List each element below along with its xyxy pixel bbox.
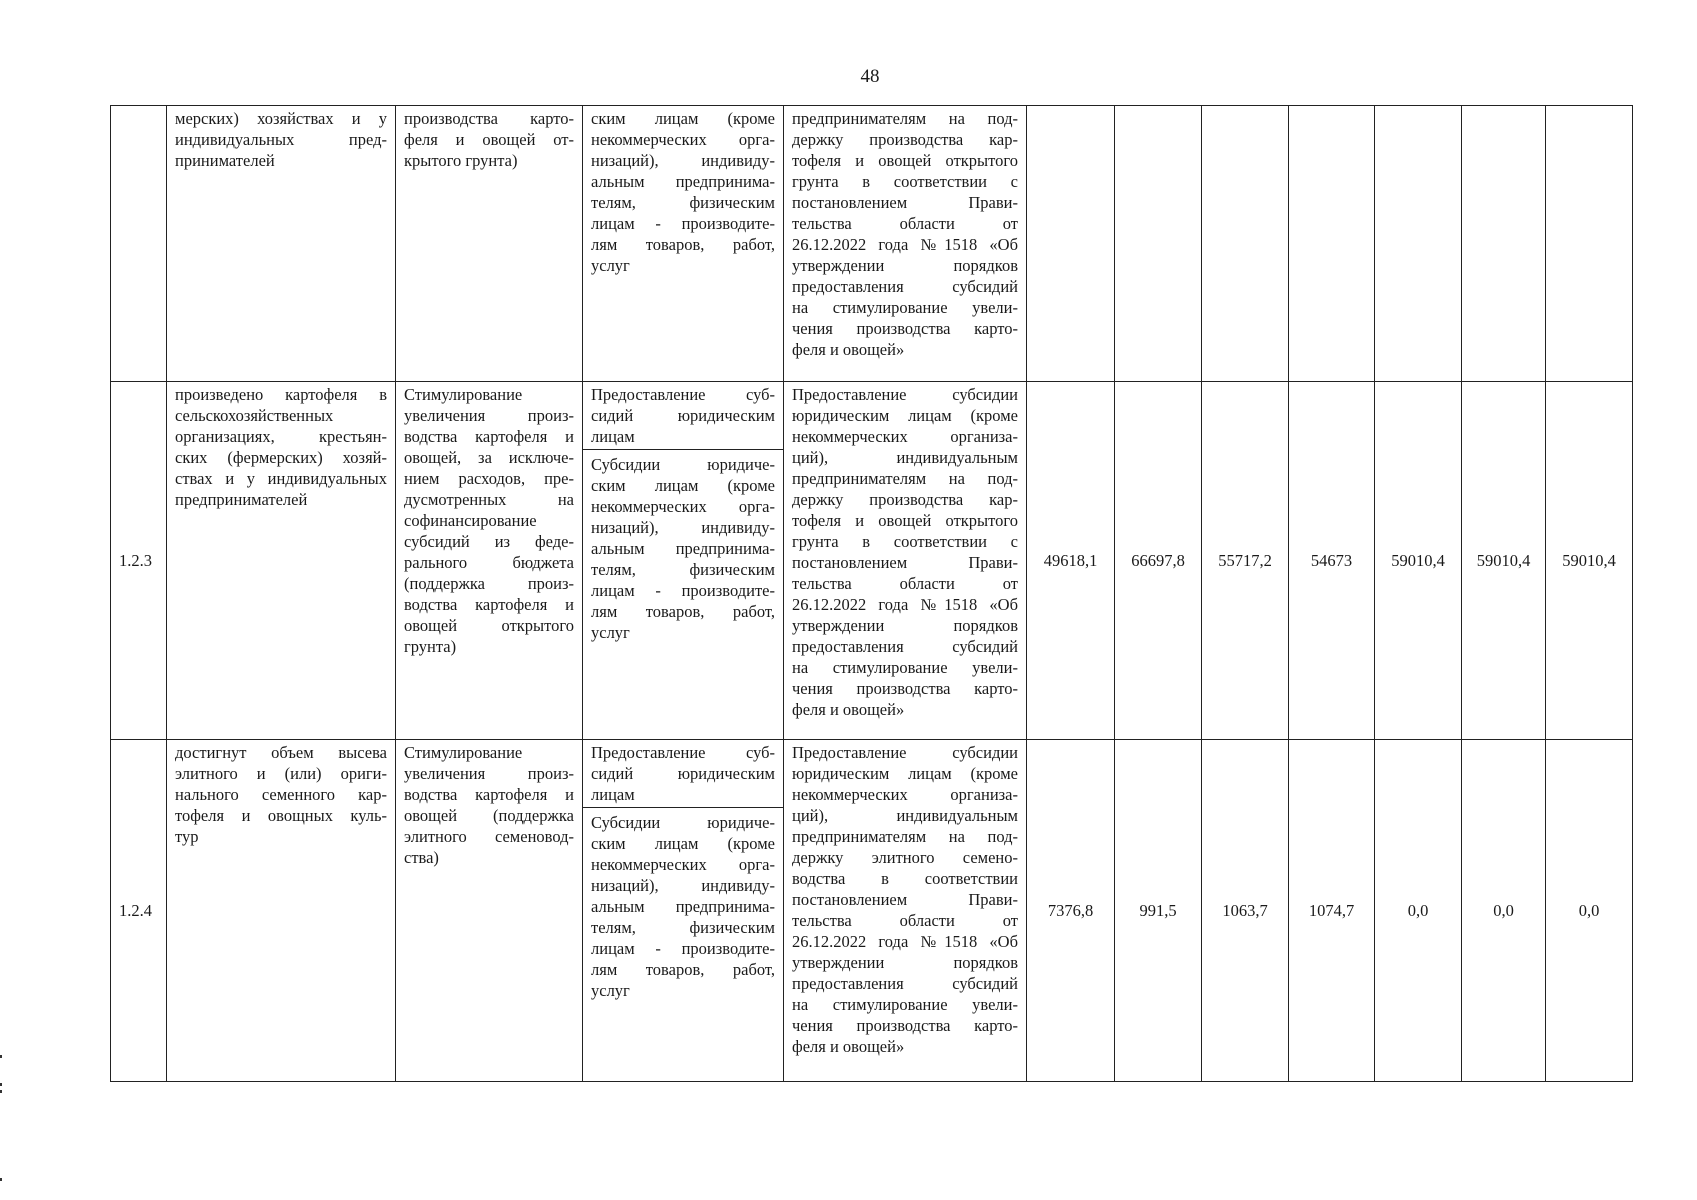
cell-line: дусмотренных на bbox=[404, 490, 574, 509]
cell-line: лицам - производите- bbox=[591, 214, 775, 233]
indicator-cell bbox=[167, 740, 396, 1082]
cell-line: некоммерческих орга- bbox=[591, 855, 775, 874]
value-cell: 0,0 bbox=[1375, 740, 1462, 1082]
cell-line: феля и овощей» bbox=[792, 700, 905, 719]
cell-line: индивидуальных пред- bbox=[175, 130, 387, 149]
margin-mark bbox=[0, 1055, 2, 1058]
cell-line: сидий юридическим bbox=[591, 764, 775, 783]
cell-line: некоммерческих организа- bbox=[792, 427, 1018, 446]
cell-line: утверждении порядков bbox=[792, 616, 1018, 635]
recipient-cell bbox=[583, 382, 784, 740]
cell-line: достигнут объем высева bbox=[175, 743, 387, 762]
cell-line: софинансирование bbox=[404, 511, 537, 530]
cell-line: альным предпринима- bbox=[591, 539, 775, 558]
cell-line: принимателей bbox=[175, 151, 275, 170]
cell-line: некоммерческих орга- bbox=[591, 130, 775, 149]
cell-line: тельства области от bbox=[792, 214, 1018, 233]
cell-line: предпринимателям на под- bbox=[792, 109, 1018, 128]
cell-line: низаций), индивиду- bbox=[591, 151, 775, 170]
cell-line: лям товаров, работ, bbox=[591, 602, 775, 621]
cell-line: услуг bbox=[591, 256, 630, 275]
legal-basis-cell bbox=[784, 740, 1027, 1082]
recipient-split bbox=[583, 742, 783, 1001]
cell-line: Стимулирование bbox=[404, 385, 523, 404]
cell-line: грунта в соответствии с bbox=[792, 172, 1018, 191]
cell-line: Субсидии юридиче- bbox=[591, 813, 775, 832]
cell-line: услуг bbox=[591, 623, 630, 642]
cell-line: 26.12.2022 года №1518 «Об bbox=[792, 932, 1018, 951]
cell-line: услуг bbox=[591, 981, 630, 1000]
cell-line: телям, физическим bbox=[591, 560, 775, 579]
cell-line: лям товаров, работ, bbox=[591, 235, 775, 254]
cell-line: произведено картофеля в bbox=[175, 385, 387, 404]
value-cell: 66697,8 bbox=[1115, 382, 1202, 740]
recipient-detail bbox=[583, 808, 783, 1001]
cell-line: низаций), индивиду- bbox=[591, 876, 775, 895]
row-index: 1.2.3 bbox=[111, 382, 167, 740]
cell-line: ствах и у индивидуальных bbox=[175, 469, 387, 488]
cell-line: чения производства карто- bbox=[792, 679, 1018, 698]
cell-line: предоставления субсидий bbox=[792, 277, 1018, 296]
cell-line: юридическим лицам (кроме bbox=[792, 764, 1018, 783]
cell-line: держку элитного семено- bbox=[792, 848, 1018, 867]
table-row bbox=[111, 740, 1633, 1082]
cell-line: увеличения произ- bbox=[404, 406, 574, 425]
cell-line: Субсидии юридиче- bbox=[591, 455, 775, 474]
cell-line: альным предпринима- bbox=[591, 897, 775, 916]
cell-line: тельства области от bbox=[792, 574, 1018, 593]
cell-line: Предоставление суб- bbox=[591, 385, 775, 404]
cell-line: на стимулирование увели- bbox=[792, 298, 1018, 317]
cell-line: лям товаров, работ, bbox=[591, 960, 775, 979]
cell-line: овощей (поддержка bbox=[404, 806, 574, 825]
cell-line: крытого грунта) bbox=[404, 151, 518, 170]
value-cell bbox=[1546, 106, 1633, 382]
indicator-cell bbox=[167, 382, 396, 740]
cell-line: элитного семеновод- bbox=[404, 827, 574, 846]
cell-line: тельства области от bbox=[792, 911, 1018, 930]
cell-line: водства картофеля и bbox=[404, 785, 574, 804]
cell-line: водства в соответствии bbox=[792, 869, 1018, 888]
margin-mark bbox=[0, 1090, 2, 1093]
cell-line: некоммерческих орга- bbox=[591, 497, 775, 516]
value-cell: 1074,7 bbox=[1289, 740, 1375, 1082]
cell-line: феля и овощей от- bbox=[404, 130, 574, 149]
cell-line: нального семенного кар- bbox=[175, 785, 387, 804]
cell-line: лицам - производите- bbox=[591, 581, 775, 600]
value-cell: 0,0 bbox=[1462, 740, 1546, 1082]
cell-line: ским лицам (кроме bbox=[591, 476, 775, 495]
cell-line: производства карто- bbox=[404, 109, 574, 128]
cell-line: грунта) bbox=[404, 637, 457, 656]
cell-line: держку производства кар- bbox=[792, 490, 1018, 509]
cell-line: организациях, крестьян- bbox=[175, 427, 387, 446]
page-number: 48 bbox=[860, 66, 880, 87]
margin-mark bbox=[0, 1083, 2, 1086]
cell-line: Стимулирование bbox=[404, 743, 523, 762]
value-cell: 55717,2 bbox=[1202, 382, 1289, 740]
cell-line: ских (фермерских) хозяй- bbox=[175, 448, 387, 467]
cell-line: утверждении порядков bbox=[792, 953, 1018, 972]
cell-line: лицам bbox=[591, 427, 635, 446]
row-index: 1.2.4 bbox=[111, 740, 167, 1082]
value-cell bbox=[1462, 106, 1546, 382]
cell-line: овощей открытого bbox=[404, 616, 574, 635]
recipient-type bbox=[583, 384, 783, 450]
cell-line: ций), индивидуальным bbox=[792, 448, 1018, 467]
cell-line: Предоставление субсидии bbox=[792, 743, 1018, 762]
cell-line: тофеля и овощных куль- bbox=[175, 806, 387, 825]
cell-line: юридическим лицам (кроме bbox=[792, 406, 1018, 425]
value-cell: 59010,4 bbox=[1462, 382, 1546, 740]
value-cell bbox=[1027, 106, 1115, 382]
cell-line: чения производства карто- bbox=[792, 1016, 1018, 1035]
value-cell bbox=[1375, 106, 1462, 382]
row-index bbox=[111, 106, 167, 382]
cell-line: постановлением Прави- bbox=[792, 890, 1018, 909]
cell-line: низаций), индивиду- bbox=[591, 518, 775, 537]
cell-line: предпринимателей bbox=[175, 490, 308, 509]
cell-line: предоставления субсидий bbox=[792, 974, 1018, 993]
cell-line: феля и овощей» bbox=[792, 340, 905, 359]
legal-basis-cell bbox=[784, 382, 1027, 740]
cell-line: субсидий из феде- bbox=[404, 532, 574, 551]
cell-line: альным предпринима- bbox=[591, 172, 775, 191]
cell-line: ства) bbox=[404, 848, 439, 867]
cell-line: нием расходов, пре- bbox=[404, 469, 574, 488]
value-cell: 1063,7 bbox=[1202, 740, 1289, 1082]
value-cell: 0,0 bbox=[1546, 740, 1633, 1082]
cell-line: постановлением Прави- bbox=[792, 193, 1018, 212]
recipient-type bbox=[583, 742, 783, 808]
cell-line: на стимулирование увели- bbox=[792, 658, 1018, 677]
cell-line: предпринимателям на под- bbox=[792, 469, 1018, 488]
program-table bbox=[110, 105, 1633, 1082]
cell-line: элитного и (или) ориги- bbox=[175, 764, 387, 783]
cell-line: на стимулирование увели- bbox=[792, 995, 1018, 1014]
value-cell: 59010,4 bbox=[1546, 382, 1633, 740]
indicator-cell bbox=[167, 106, 396, 382]
cell-line: чения производства карто- bbox=[792, 319, 1018, 338]
cell-line: тур bbox=[175, 827, 199, 846]
value-cell: 49618,1 bbox=[1027, 382, 1115, 740]
cell-line: телям, физическим bbox=[591, 918, 775, 937]
cell-line: (поддержка произ- bbox=[404, 574, 574, 593]
value-cell: 54673 bbox=[1289, 382, 1375, 740]
cell-line: некоммерческих организа- bbox=[792, 785, 1018, 804]
cell-line: лицам - производите- bbox=[591, 939, 775, 958]
cell-line: постановлением Прави- bbox=[792, 553, 1018, 572]
value-cell bbox=[1289, 106, 1375, 382]
value-cell: 59010,4 bbox=[1375, 382, 1462, 740]
recipient-cell bbox=[583, 740, 784, 1082]
margin-mark bbox=[0, 1178, 2, 1181]
measure-cell bbox=[396, 740, 583, 1082]
cell-line: тофеля и овощей открытого bbox=[792, 511, 1018, 530]
cell-line: феля и овощей» bbox=[792, 1037, 905, 1056]
cell-line: водства картофеля и bbox=[404, 427, 574, 446]
cell-line: утверждении порядков bbox=[792, 256, 1018, 275]
recipient-cell bbox=[583, 106, 784, 382]
cell-line: увеличения произ- bbox=[404, 764, 574, 783]
cell-line: держку производства кар- bbox=[792, 130, 1018, 149]
cell-line: предпринимателям на под- bbox=[792, 827, 1018, 846]
cell-line: Предоставление суб- bbox=[591, 743, 775, 762]
measure-cell bbox=[396, 382, 583, 740]
cell-line: тофеля и овощей открытого bbox=[792, 151, 1018, 170]
cell-line: Предоставление субсидии bbox=[792, 385, 1018, 404]
value-cell: 7376,8 bbox=[1027, 740, 1115, 1082]
value-cell bbox=[1202, 106, 1289, 382]
cell-line: сельскохозяйственных bbox=[175, 406, 334, 425]
cell-line: грунта в соответствии с bbox=[792, 532, 1018, 551]
cell-line: предоставления субсидий bbox=[792, 637, 1018, 656]
cell-line: 26.12.2022 года №1518 «Об bbox=[792, 595, 1018, 614]
recipient-split bbox=[583, 384, 783, 643]
cell-line: ций), индивидуальным bbox=[792, 806, 1018, 825]
cell-line: рального бюджета bbox=[404, 553, 574, 572]
cell-line: овощей, за исключе- bbox=[404, 448, 574, 467]
recipient-detail bbox=[583, 450, 783, 643]
cell-line: ским лицам (кроме bbox=[591, 109, 775, 128]
cell-line: 26.12.2022 года №1518 «Об bbox=[792, 235, 1018, 254]
cell-line: лицам bbox=[591, 785, 635, 804]
cell-line: мерских) хозяйствах и у bbox=[175, 109, 387, 128]
table-row bbox=[111, 106, 1633, 382]
cell-line: телям, физическим bbox=[591, 193, 775, 212]
value-cell: 991,5 bbox=[1115, 740, 1202, 1082]
cell-line: водства картофеля и bbox=[404, 595, 574, 614]
legal-basis-cell bbox=[784, 106, 1027, 382]
table-row bbox=[111, 382, 1633, 740]
cell-line: сидий юридическим bbox=[591, 406, 775, 425]
cell-line: ским лицам (кроме bbox=[591, 834, 775, 853]
measure-cell bbox=[396, 106, 583, 382]
value-cell bbox=[1115, 106, 1202, 382]
